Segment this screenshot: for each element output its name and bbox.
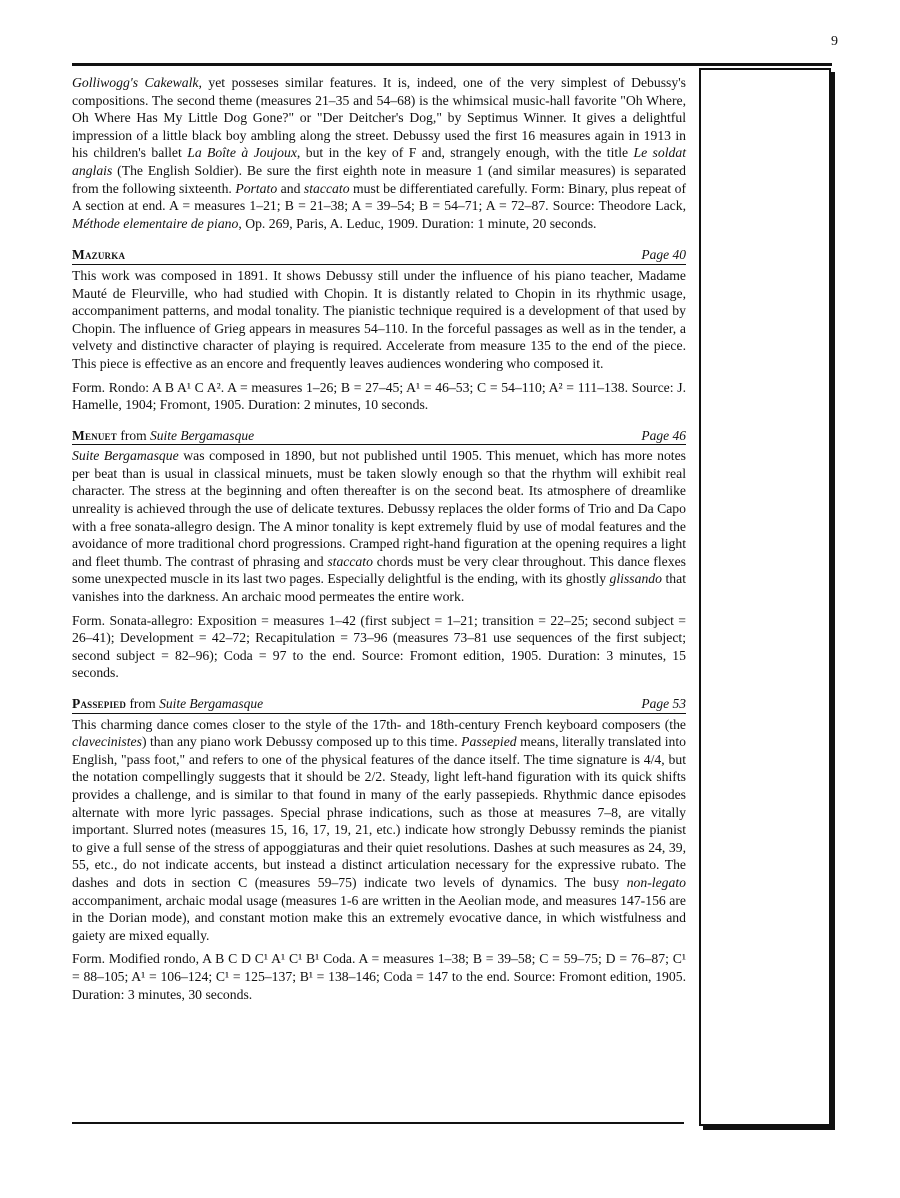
body-text: means, literally translated into English, "pass foot," and refers to one of the physical features of the dance itself. The time signature is 4/4, but the notation compellingly suggests that it should be 2/2. Steady, light left-hand figuration with its quick shifts provides a challenge, and is similar to that found in many of the early passepieds. Rhythmic dance episodes alternate with more lyric passages. Special phrase indications, such as those at measures 7–8, are vitally important. Slurred notes (measures 15, 16, 17, 19, 21, etc.) indicate how strongly Debussy reminds the pianist to give a full sense of the stress of appoggiaturas and their quiet resolutions. Dashes at such measures as 24, 39, 55, etc., do not indicate accents, but instead a distinct articulation necessary for the expressive rubato. The dashes and dots in section C (measures 59–75) indicate two levels of dynamics. The busy <box>72 734 686 890</box>
intro-portato: Portato <box>235 180 278 196</box>
body-text: accompaniment, archaic modal usage (measures 1-6 are written in the Aeolian mode, and measures 147-156 are in the Dorian mode), and constant motion make this an extremely evocative dance, in which wistfulness and gaiety are mixed equally. <box>72 892 686 943</box>
body-italic: staccato <box>327 553 373 569</box>
section-menuet <box>72 427 686 682</box>
body-italic: non-legato <box>626 874 686 890</box>
body-text: was composed in 1890, but not published until 1905. This menuet, which has more notes per beat than is usual in classical minuets, must be taken slowly enough so that the rhythm will exhibit real character. The stress at the beginning and often thereafter is on the second beat. Its atmosphere of dreamlike unreality is achieved through the use of delicate textures. Debussy replaces the older forms of Trio and Da Capo with a free sonata-allegro design. The A minor tonality is kept extremely fluid by use of modal features and the avoidance of more traditional chord progressions. Cramped right-hand figuration at the opening requires a light and fleet thumb. The contrast of phrasing and <box>72 448 686 569</box>
page-number: 9 <box>831 34 838 49</box>
intro-text: , but in the key of F and, strangely enough, with the title <box>296 145 634 161</box>
section-heading <box>72 246 686 265</box>
body-italic: Passepied <box>461 734 517 750</box>
intro-paragraph <box>72 74 686 232</box>
section-heading <box>72 427 686 446</box>
section-title: Mazurka <box>72 247 126 263</box>
intro-ballet-title: La Boîte à Joujoux <box>187 145 297 161</box>
section-body: This work was composed in 1891. It shows Debussy still under the influence of his piano teacher, Madame Mauté de Fleurville, who had studied with Chopin. It is distantly related to Chopin in its rhythmic usage, accompaniment patterns, and modal tonality. The pianistic technique required is a development of that used by Chopin. The influence of Grieg appears in measures 54–110. In the forceful passages as well as in the tender, a velvety and distinctive character of playing is required. Accelerate from measure 135 to the end of the piece. This piece is effective as an encore and frequently leaves audiences wondering who composed it. <box>72 267 686 371</box>
page-reference: Page 40 <box>641 247 686 263</box>
body-text: This charming dance comes closer to the style of the 17th- and 18th-century French keyboard composers (the <box>72 716 686 732</box>
intro-text: (The English Soldier). Be sure the first eighth note in measure 1 (and similar measures) is separated from the following sixteenth. <box>72 162 686 196</box>
section-body <box>72 447 686 605</box>
text-column <box>72 74 686 1016</box>
intro-soldat-title: Le soldat anglais <box>72 145 687 178</box>
body-text: chords must be very clear throughout. This dance flexes some unexpected muscle in its last two pages. Especially delightful is the ending, with its ghostly <box>72 553 686 587</box>
page-reference: Page 53 <box>641 696 686 711</box>
body-italic: Suite Bergamasque <box>72 448 179 464</box>
section-form: Form. Rondo: A B A¹ C A². A = measures 1–26; B = 27–45; A¹ = 46–53; C = 54–110; A² = 111–138. Source: J. Hamelle, 1904; Fromont, 1905. Duration: 2 minutes, 10 seconds. <box>72 379 686 413</box>
intro-staccato: staccato <box>303 180 350 196</box>
section-title-group <box>72 695 263 713</box>
section-mazurka <box>72 246 686 413</box>
section-title: Passepied <box>72 696 127 711</box>
body-text: ) than any piano work Debussy composed up to this time. <box>141 734 462 750</box>
section-title: Menuet <box>72 427 117 443</box>
section-body <box>72 716 686 945</box>
section-suite: Suite Bergamasque <box>159 696 264 711</box>
section-passepied <box>72 695 686 1003</box>
section-from: from <box>129 696 156 711</box>
section-form: Form. Sonata-allegro: Exposition = measures 1–42 (first subject = 1–21; transition = 22–25; second subject = 26–41); Development = 42–72; Recapitulation = 73–96 (measures 73–81 use sequences of the first subject; second subject = 82–96); Coda = 97 to the end. Source: Fromont edition, 1905. Duration: 3 minutes, 15 seconds. <box>72 612 686 681</box>
section-title-group <box>72 427 254 445</box>
body-italic: clavecinistes <box>72 734 142 750</box>
body-text: that vanishes into the darkness. An archaic mood permeates the entire work. <box>72 571 686 605</box>
page-reference: Page 46 <box>641 427 686 443</box>
intro-text: , Op. 269, Paris, A. Leduc, 1909. Duration: 1 minute, 20 seconds. <box>238 215 597 231</box>
section-from: from <box>120 427 147 443</box>
intro-title-ref: Golliwogg's Cakewalk <box>72 75 199 90</box>
intro-text: must be differentiated carefully. Form: Binary, plus repeat of A section at end. A = measures 1–21; B = 21–38; A = 39–54; B = 54–71; A = 72–87. Source: Theodore Lack, <box>72 180 686 214</box>
section-suite: Suite Bergamasque <box>149 427 255 443</box>
section-form: Form. Modified rondo, A B C D C¹ A¹ C¹ B¹ Coda. A = measures 1–38; B = 39–58; C = 59–75; D = 76–87; C¹ = 88–105; A¹ = 106–124; C¹ = 125–137; B¹ = 138–146; Coda = 147 to the end. Source: Fromont edition, 1905. Duration: 3 minutes, 30 seconds. <box>72 951 686 1002</box>
margin-box <box>699 68 831 1126</box>
intro-text: and <box>277 180 304 196</box>
body-italic: glissando <box>609 571 662 587</box>
intro-source-title: Méthode elementaire de piano <box>72 215 239 231</box>
intro-text: , yet posseses similar features. It is, indeed, one of the very simplest of Debussy's compositions. The second theme (measures 21–35 and 54–68) is the whimsical music-hall favorite "Oh Where, Oh Where Has My Little Dog Gone?" or "Der Deitcher's Dog," by Septimus Winner. It gives a delightful impression of a little black boy ambling along the street. Debussy used the first 16 measures again in 1913 in his children's ballet <box>72 75 687 161</box>
bottom-rule <box>72 1122 684 1124</box>
top-rule <box>72 63 832 66</box>
section-heading <box>72 695 686 714</box>
